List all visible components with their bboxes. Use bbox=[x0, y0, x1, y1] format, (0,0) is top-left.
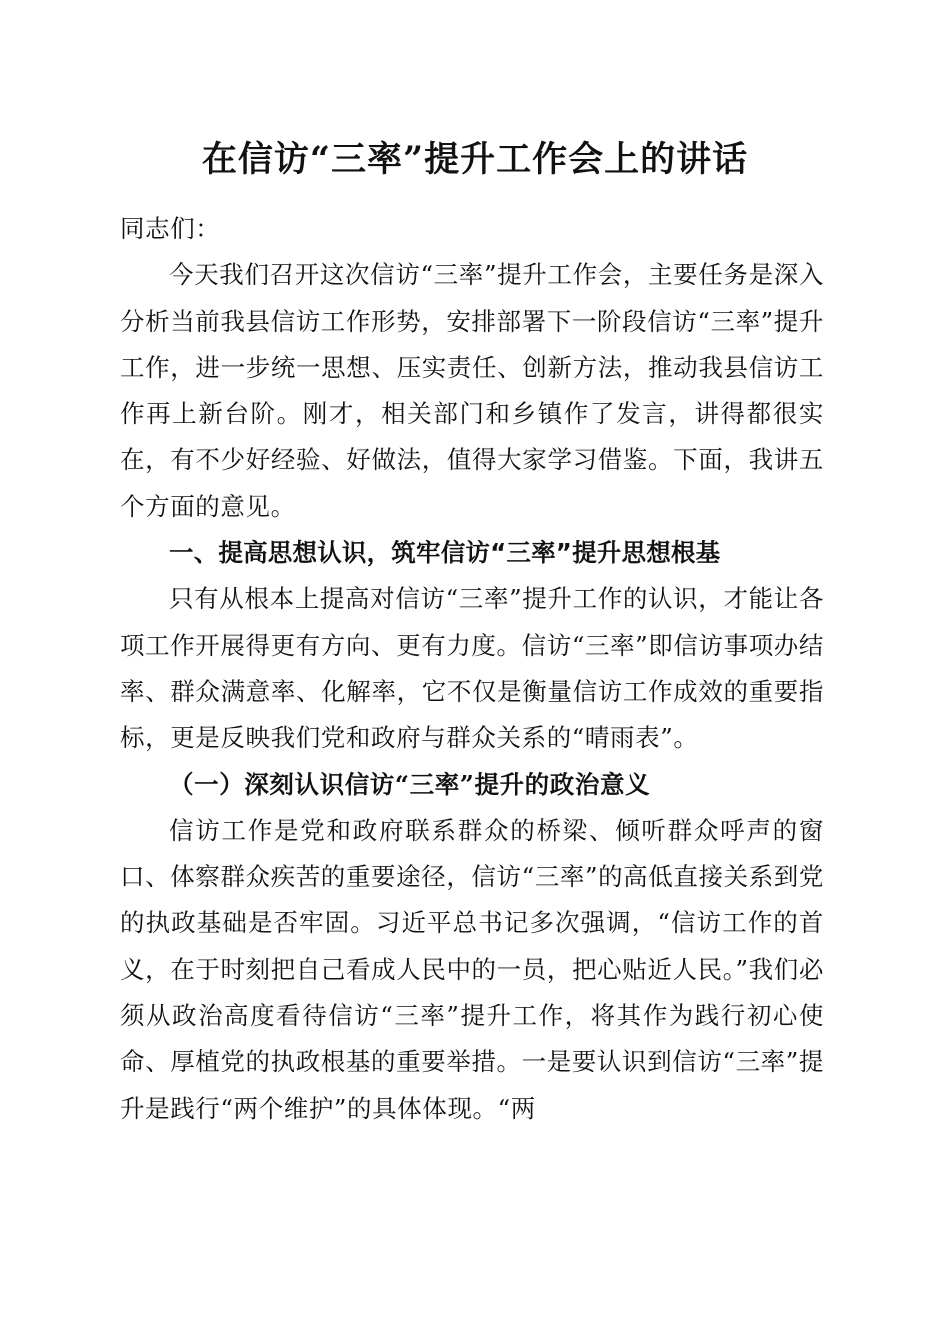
section-heading-1: 一、提高思想认识，筑牢信访“三率”提升思想根基 bbox=[169, 538, 721, 568]
document-body bbox=[120, 206, 824, 1132]
salutation: 同志们： bbox=[120, 214, 221, 243]
paragraph-subsection-1: 信访工作是党和政府联系群众的桥梁、倾听群众呼声的窗口、体察群众疾苦的重要途径，信访“三率”的高低直接关系到党的执政基础是否牢固。习近平总书记多次强调，“信访工作的首义，在于时刻把自己看成人民中的一员，把心贴近人民。”我们必须从政治高度看待信访“三率”提升工作，将其作为践行初心使命、厚植党的执政根基的重要举措。一是要认识到信访“三率”提升是践行“两个维护”的具体体现。“两 bbox=[120, 815, 824, 1123]
paragraph-section-1: 只有从根本上提高对信访“三率”提升工作的认识，才能让各项工作开展得更有方向、更有力度。信访“三率”即信访事项办结率、群众满意率、化解率，它不仅是衡量信访工作成效的重要指标，更是反映我们党和政府与群众关系的“晴雨表”。 bbox=[120, 584, 824, 753]
subsection-heading-1: （一）深刻认识信访“三率”提升的政治意义 bbox=[169, 769, 651, 799]
document-title: 在信访“三率”提升工作会上的讲话 bbox=[201, 139, 749, 180]
paragraph-intro: 今天我们召开这次信访“三率”提升工作会，主要任务是深入分析当前我县信访工作形势，安排部署下一阶段信访“三率”提升工作，进一步统一思想、压实责任、创新方法，推动我县信访工作再上新台阶。刚才，相关部门和乡镇作了发言，讲得都很实在，有不少好经验、好做法，值得大家学习借鉴。下面，我讲五个方面的意见。 bbox=[120, 260, 824, 521]
